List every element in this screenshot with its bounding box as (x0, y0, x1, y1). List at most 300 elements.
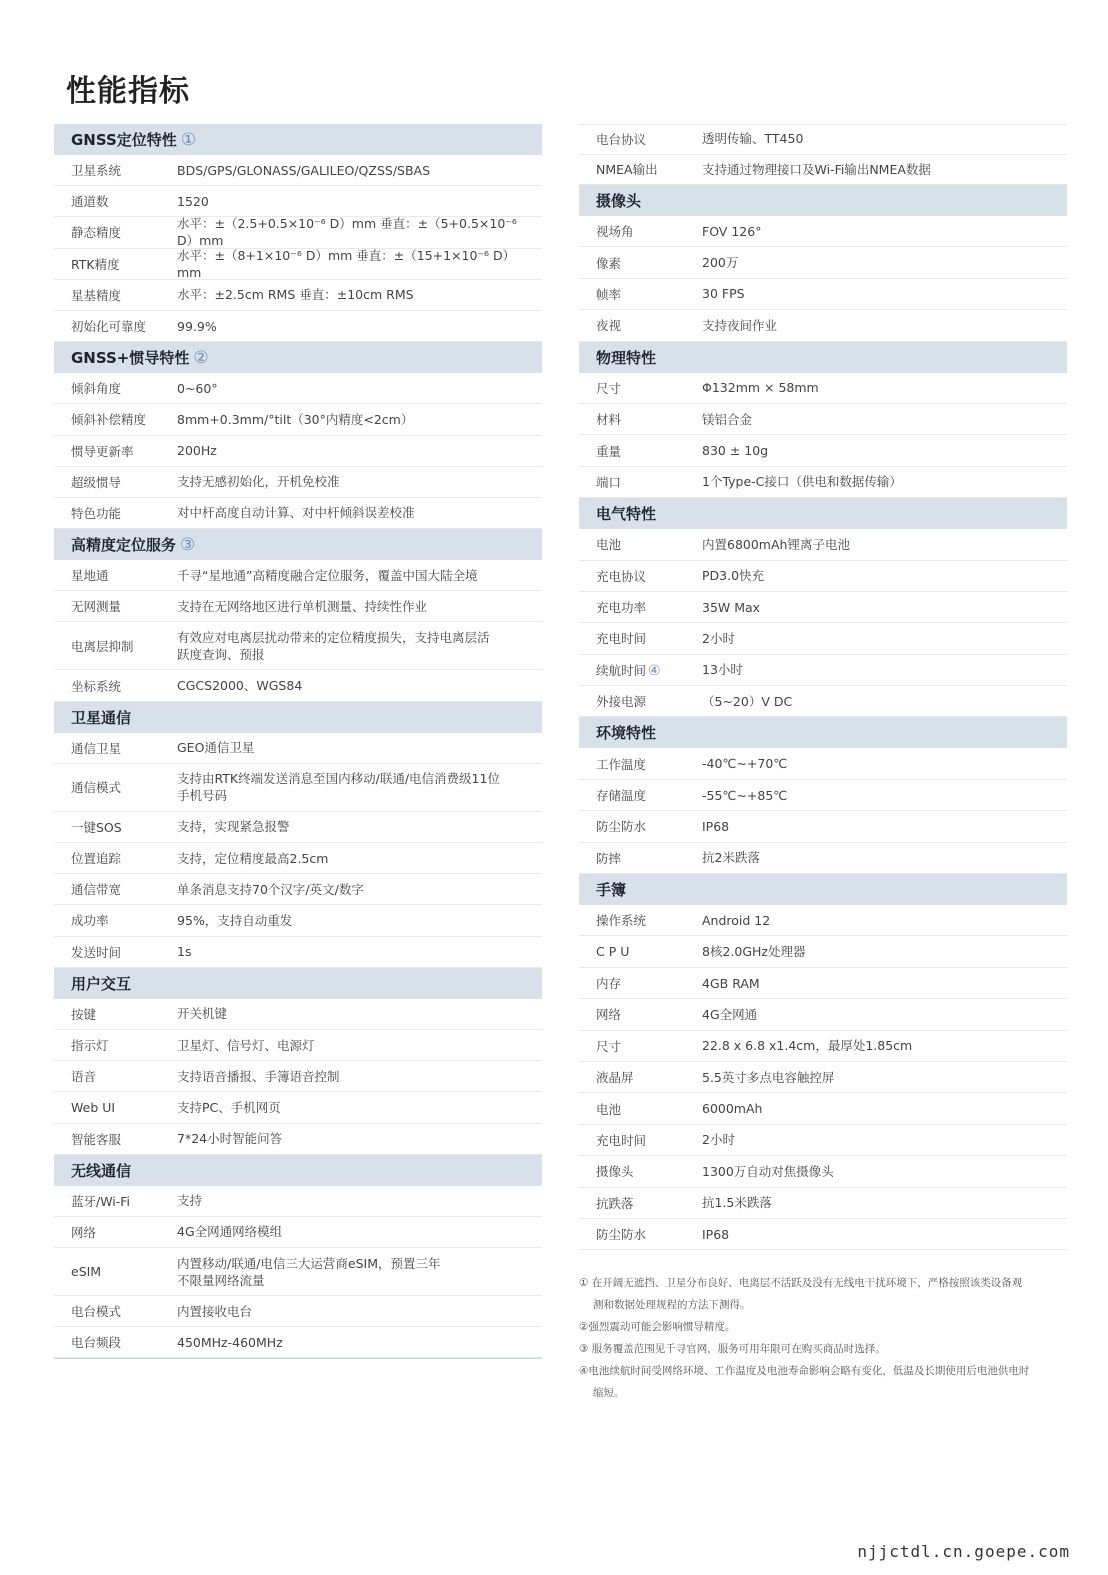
spec-key-text: NMEA输出 (596, 162, 658, 178)
spec-value: 支持无感初始化，开机免校准 (177, 474, 340, 490)
spec-value: 水平：±（8+1×10⁻⁶ D）mm 垂直：±（15+1×10⁻⁶ D）mm (177, 247, 516, 280)
spec-section (579, 498, 1067, 717)
spec-row (579, 279, 1067, 310)
footnote (579, 1338, 1049, 1360)
spec-value: IP68 (702, 1226, 730, 1242)
section-title: 卫星通信 (71, 708, 132, 727)
spec-row (54, 905, 542, 936)
footnote (579, 1360, 1049, 1404)
spec-value: 对中杆高度自动计算、对中杆倾斜误差校准 (177, 505, 415, 521)
spec-key (579, 130, 702, 148)
spec-key-text: C P U (596, 944, 630, 960)
spec-row (54, 1217, 542, 1248)
spec-row (54, 1248, 542, 1296)
spec-row (579, 686, 1067, 717)
spec-section (54, 124, 542, 342)
spec-key (54, 1005, 177, 1023)
spec-value: GEO通信卫星 (177, 740, 255, 756)
spec-row (579, 811, 1067, 842)
spec-value: 200万 (702, 255, 739, 271)
spec-value: 支持夜间作业 (702, 317, 778, 333)
spec-row (54, 217, 542, 248)
spec-row (579, 1093, 1067, 1124)
spec-value: Φ132mm × 58mm (702, 380, 819, 396)
spec-row (579, 623, 1067, 654)
spec-row (54, 812, 542, 843)
footnote-line: ②强烈震动可能会影响惯导精度。 (579, 1321, 736, 1333)
spec-section (54, 968, 542, 1155)
spec-key (54, 473, 177, 491)
spec-row (54, 436, 542, 467)
spec-key (54, 1333, 177, 1351)
spec-row (579, 1062, 1067, 1093)
spec-value: 200Hz (177, 443, 217, 459)
spec-value: 支持 (177, 1193, 203, 1209)
left-spec-column (54, 124, 542, 1359)
spec-key-text: 充电功率 (596, 600, 647, 616)
spec-value: 水平：±（2.5+0.5×10⁻⁶ D）mm 垂直：±（5+0.5×10⁻⁶ D）mm (177, 216, 517, 249)
spec-row (579, 748, 1067, 779)
spec-value: 35W Max (702, 599, 761, 615)
spec-row (579, 435, 1067, 466)
spec-row (579, 1219, 1067, 1250)
spec-value: 1个Type-C接口（供电和数据传输） (702, 474, 902, 490)
spec-key (54, 1067, 177, 1085)
spec-value: 8mm+0.3mm/°tilt（30°内精度<2cm） (177, 411, 414, 427)
spec-value: 7*24小时智能问答 (177, 1131, 283, 1147)
spec-row (54, 311, 542, 342)
spec-key (579, 1037, 702, 1055)
spec-key (54, 1223, 177, 1241)
spec-value: 内置移动/联通/电信三大运营商eSIM，预置三年 不限量网络流量 (177, 1255, 441, 1288)
section-header (54, 124, 542, 155)
spec-value: CGCS2000、WGS84 (177, 678, 303, 694)
section-header (579, 498, 1067, 529)
spec-value: 1s (177, 944, 192, 960)
spec-key (579, 1100, 702, 1118)
spec-section (54, 529, 542, 702)
spec-row (579, 561, 1067, 592)
spec-key-text: 视场角 (596, 224, 634, 240)
spec-key (54, 739, 177, 757)
footnote (579, 1316, 1049, 1338)
spec-value: 千寻“星地通”高精度融合定位服务，覆盖中国大陆全境 (177, 567, 478, 583)
spec-key (579, 661, 702, 679)
section-title: 高精度定位服务 (71, 536, 177, 555)
spec-key (54, 566, 177, 584)
spec-key (579, 473, 702, 491)
spec-row (54, 1092, 542, 1123)
spec-value: 2小时 (702, 630, 735, 646)
spec-row (54, 249, 542, 280)
spec-value: 1520 (177, 193, 209, 209)
spec-row (579, 124, 1067, 155)
spec-section (54, 1155, 542, 1359)
spec-value: 支持，实现紧急报警 (177, 819, 290, 835)
spec-key-text: 尺寸 (596, 1038, 622, 1054)
spec-key-text: 摄像头 (596, 1164, 634, 1180)
spec-value: 0~60° (177, 380, 218, 396)
spec-key (579, 944, 702, 959)
spec-key (579, 222, 702, 240)
spec-row (54, 937, 542, 968)
spec-value: 8核2.0GHz处理器 (702, 944, 806, 960)
spec-key-text: 帧率 (596, 286, 622, 302)
spec-key-text: 夜视 (596, 318, 622, 334)
spec-row (54, 1030, 542, 1061)
spec-row (579, 1125, 1067, 1156)
spec-key (579, 1005, 702, 1023)
spec-key-text: 网络 (71, 1224, 97, 1240)
spec-key-text: 指示灯 (71, 1038, 109, 1054)
spec-key (54, 286, 177, 304)
spec-key-text: 尺寸 (596, 380, 622, 396)
spec-value: -40℃~+70℃ (702, 756, 788, 772)
spec-row (579, 655, 1067, 686)
spec-row (54, 560, 542, 591)
spec-key-text: 静态精度 (71, 225, 122, 241)
spec-key (579, 692, 702, 710)
spec-row (579, 1156, 1067, 1187)
section-header (54, 1155, 542, 1186)
spec-value: 450MHz-460MHz (177, 1334, 283, 1350)
spec-key-text: 发送时间 (71, 944, 122, 960)
spec-value: 支持PC、手机网页 (177, 1099, 281, 1115)
spec-key (579, 817, 702, 835)
spec-value: 22.8 x 6.8 x1.4cm，最厚处1.85cm (702, 1038, 913, 1054)
spec-row (579, 780, 1067, 811)
spec-key (54, 317, 177, 335)
spec-key (579, 410, 702, 428)
spec-key-text: 内存 (596, 976, 622, 991)
spec-key-text: 防尘防水 (596, 819, 647, 835)
spec-key-text: 特色功能 (71, 505, 122, 521)
spec-row (54, 186, 542, 217)
spec-key (579, 1068, 702, 1086)
spec-key-text: 像素 (596, 255, 622, 271)
spec-row (54, 373, 542, 404)
spec-row (54, 404, 542, 435)
spec-row (579, 936, 1067, 967)
spec-value: 99.9% (177, 318, 217, 334)
spec-key (54, 410, 177, 428)
spec-value: 4G全网通网络模组 (177, 1224, 283, 1240)
spec-key-text: 续航时间 (596, 662, 647, 678)
section-title: GNSS+惯导特性 (71, 349, 190, 368)
spec-key (579, 1162, 702, 1180)
section-title: 无线通信 (71, 1161, 132, 1180)
spec-row (54, 874, 542, 905)
footnote-marker: ④ (648, 662, 661, 679)
spec-row (54, 1124, 542, 1155)
spec-key-text: 电池 (596, 537, 622, 553)
spec-key-text: 充电时间 (596, 631, 647, 647)
section-header (54, 529, 542, 560)
section-title: GNSS定位特性 (71, 131, 177, 149)
spec-key (579, 254, 702, 272)
spec-value: 支持在无网络地区进行单机测量、持续性作业 (177, 598, 428, 614)
spec-row (54, 591, 542, 622)
spec-key-text: 重量 (596, 443, 622, 459)
spec-key (579, 629, 702, 647)
spec-value: 有效应对电离层扰动带来的定位精度损失，支持电离层活 跃度查询、预报 (177, 629, 490, 662)
watermark-text: njjctdl.cn.goepe.com (857, 1542, 1070, 1561)
spec-row (54, 670, 542, 701)
spec-row (579, 905, 1067, 936)
spec-row (54, 622, 542, 670)
spec-value: 镁铝合金 (702, 411, 753, 427)
spec-key-text: 一键SOS (71, 819, 122, 835)
spec-key (54, 1130, 177, 1148)
spec-key-text: 惯导更新率 (71, 443, 134, 459)
spec-value: IP68 (702, 818, 730, 834)
spec-section (579, 874, 1067, 1250)
spec-key-text: Web UI (71, 1099, 116, 1115)
spec-value: 支持通过物理接口及Wi-Fi输出NMEA数据 (702, 161, 931, 177)
spec-key-text: 防尘防水 (596, 1227, 647, 1243)
spec-key-text: 通信卫星 (71, 740, 122, 756)
right-spec-column (579, 124, 1067, 1250)
section-title: 用户交互 (71, 974, 132, 993)
spec-row (579, 247, 1067, 278)
spec-key-text: 卫星系统 (71, 163, 122, 179)
spec-key-text: 网络 (596, 1007, 622, 1023)
spec-key-text: 初始化可靠度 (71, 319, 147, 335)
spec-value: 透明传输、TT450 (702, 131, 804, 147)
spec-key (579, 1194, 702, 1212)
spec-value: 30 FPS (702, 286, 745, 302)
spec-key (54, 1192, 177, 1210)
spec-key-text: 倾斜角度 (71, 381, 122, 397)
spec-key (54, 597, 177, 615)
spec-value: （5~20）V DC (702, 693, 793, 709)
spec-section (579, 185, 1067, 342)
spec-value: 830 ± 10g (702, 443, 769, 459)
spec-section (54, 702, 542, 968)
spec-row (54, 155, 542, 186)
spec-key (579, 379, 702, 397)
spec-value: 单条消息支持70个汉字/英文/数字 (177, 881, 364, 897)
footnote-line: ④电池续航时间受网络环境、工作温度及电池寿命影响会略有变化，低温及长期使用后电池供电时 (579, 1365, 1030, 1377)
spec-key (579, 160, 702, 178)
spec-key-text: 倾斜补偿精度 (71, 412, 147, 428)
spec-row (579, 373, 1067, 404)
spec-row (54, 1186, 542, 1217)
section-title: 电气特性 (596, 505, 657, 524)
spec-key (54, 255, 177, 273)
footnote-line: 缩短。 (593, 1387, 625, 1399)
spec-key-text: 超级惯导 (71, 474, 122, 490)
spec-key (579, 786, 702, 804)
spec-value: 抗1.5米跌落 (702, 1195, 772, 1211)
spec-key-text: RTK精度 (71, 256, 120, 272)
spec-row (579, 843, 1067, 874)
section-header (579, 874, 1067, 905)
spec-row (579, 216, 1067, 247)
spec-row (54, 1327, 542, 1358)
spec-key (54, 677, 177, 695)
spec-key-text: 充电时间 (596, 1132, 647, 1148)
spec-row (54, 498, 542, 529)
section-header (579, 342, 1067, 373)
spec-row (579, 467, 1067, 498)
spec-row (54, 999, 542, 1030)
spec-section (579, 342, 1067, 499)
spec-row (579, 1031, 1067, 1062)
spec-key-text: 防摔 (596, 850, 622, 866)
spec-value: 抗2米跌落 (702, 850, 760, 866)
spec-value: 内置6800mAh锂离子电池 (702, 536, 850, 552)
spec-key-text: 蓝牙/Wi-Fi (71, 1193, 131, 1209)
section-header (579, 185, 1067, 216)
spec-value: -55℃~+85℃ (702, 787, 788, 803)
spec-row (579, 592, 1067, 623)
spec-key (54, 161, 177, 179)
spec-key-text: 电台协议 (596, 131, 647, 147)
spec-value: 4G全网通 (702, 1006, 758, 1022)
spec-key (54, 1036, 177, 1054)
spec-key-text: 星基精度 (71, 287, 122, 303)
spec-value: 13小时 (702, 662, 743, 678)
spec-key-text: 通信带宽 (71, 882, 122, 898)
spec-key (54, 778, 177, 796)
spec-row (54, 843, 542, 874)
spec-value: 内置接收电台 (177, 1303, 253, 1319)
spec-value: 95%，支持自动重发 (177, 912, 293, 928)
spec-row (579, 404, 1067, 435)
spec-section (579, 717, 1067, 874)
spec-value: 4GB RAM (702, 975, 760, 991)
spec-key-text: 智能客服 (71, 1131, 122, 1147)
spec-key (579, 598, 702, 616)
spec-value: 开关机键 (177, 1006, 228, 1022)
spec-value: 2小时 (702, 1132, 735, 1148)
spec-row (54, 733, 542, 764)
spec-key-text: 坐标系统 (71, 678, 122, 694)
spec-key-text: 抗跌落 (596, 1195, 634, 1211)
spec-value: 卫星灯、信号灯、电源灯 (177, 1037, 315, 1053)
spec-key (579, 567, 702, 585)
spec-key-text: 液晶屏 (596, 1070, 634, 1086)
spec-row (54, 467, 542, 498)
spec-key-text: 电离层抑制 (71, 638, 134, 654)
spec-key-text: 电台模式 (71, 1304, 122, 1320)
spec-key-text: 外接电源 (596, 694, 647, 710)
section-header (579, 717, 1067, 748)
spec-key (579, 974, 702, 992)
spec-key (54, 379, 177, 397)
spec-key (54, 880, 177, 898)
footnote-line: 测和数据处理规程的方法下测得。 (593, 1299, 751, 1311)
section-title: 手簿 (596, 881, 627, 900)
section-title: 摄像头 (596, 192, 642, 210)
spec-key (579, 1225, 702, 1243)
spec-value: 支持由RTK终端发送消息至国内移动/联通/电信消费级11位 手机号码 (177, 771, 500, 804)
spec-key-text: eSIM (71, 1264, 102, 1280)
spec-key-text: 端口 (596, 474, 622, 490)
spec-key-text: 工作温度 (596, 756, 647, 772)
spec-row (54, 1296, 542, 1327)
spec-value: 1300万自动对焦摄像头 (702, 1163, 834, 1179)
spec-key (54, 1100, 177, 1115)
spec-key (579, 316, 702, 334)
section-header (54, 342, 542, 373)
spec-key (54, 192, 177, 210)
footnote-line: ③ 服务覆盖范围见千寻官网，服务可用年限可在购买商品时选择。 (579, 1343, 886, 1355)
spec-key-text: 按键 (71, 1006, 97, 1022)
section-title: 环境特性 (596, 724, 657, 743)
spec-key-text: 电台频段 (71, 1335, 122, 1351)
spec-key-text: 无网测量 (71, 599, 122, 615)
spec-section (54, 342, 542, 529)
spec-key-text: 操作系统 (596, 913, 647, 929)
spec-row (579, 968, 1067, 999)
spec-value: BDS/GPS/GLONASS/GALILEO/QZSS/SBAS (177, 162, 431, 178)
footnote-marker: ① (180, 129, 197, 150)
spec-key (54, 1264, 177, 1279)
spec-key (54, 818, 177, 836)
spec-key-text: 通道数 (71, 194, 109, 210)
spec-row (54, 764, 542, 812)
spec-key-text: 成功率 (71, 913, 109, 929)
spec-key-text: 充电协议 (596, 568, 647, 584)
footnote-marker: ③ (180, 534, 196, 555)
spec-key (579, 535, 702, 553)
page-title: 性能指标 (66, 74, 190, 109)
spec-value: 支持，定位精度最高2.5cm (177, 850, 329, 866)
spec-key-text: 位置追踪 (71, 851, 122, 867)
spec-row (579, 1188, 1067, 1219)
spec-value: PD3.0快充 (702, 568, 765, 584)
spec-key-text: 星地通 (71, 568, 109, 584)
spec-row (579, 529, 1067, 560)
spec-key (54, 504, 177, 522)
spec-key-text: 通信模式 (71, 780, 122, 796)
footnote (579, 1272, 1049, 1316)
spec-key (579, 285, 702, 303)
spec-key-text: 存储温度 (596, 788, 647, 804)
spec-row (579, 999, 1067, 1030)
spec-key (54, 637, 177, 655)
spec-key (54, 1302, 177, 1320)
spec-value: 水平：±2.5cm RMS 垂直：±10cm RMS (177, 287, 414, 303)
spec-value: FOV 126° (702, 223, 762, 239)
spec-key (54, 849, 177, 867)
spec-key-text: 电池 (596, 1101, 622, 1117)
footnotes (579, 1272, 1049, 1404)
section-header (54, 968, 542, 999)
spec-key (54, 223, 177, 241)
spec-row (579, 310, 1067, 341)
spec-key (579, 755, 702, 773)
spec-row (54, 280, 542, 311)
spec-key (579, 442, 702, 460)
footnote-marker: ② (193, 347, 209, 368)
spec-value: Android 12 (702, 912, 771, 928)
spec-key-text: 语音 (71, 1069, 97, 1085)
spec-row (54, 1061, 542, 1092)
spec-key (579, 1131, 702, 1149)
footnote-line: ① 在开阔无遮挡、卫星分布良好、电离层不活跃及没有无线电干扰环境下，严格按照该类设备观 (579, 1277, 1023, 1289)
spec-value: 6000mAh (702, 1101, 763, 1117)
spec-key (54, 943, 177, 961)
section-title: 物理特性 (596, 348, 657, 367)
spec-key (579, 849, 702, 867)
spec-key-text: 材料 (596, 412, 622, 428)
spec-value: 支持语音播报、手簿语音控制 (177, 1068, 340, 1084)
section-header (54, 702, 542, 733)
spec-key (54, 442, 177, 460)
